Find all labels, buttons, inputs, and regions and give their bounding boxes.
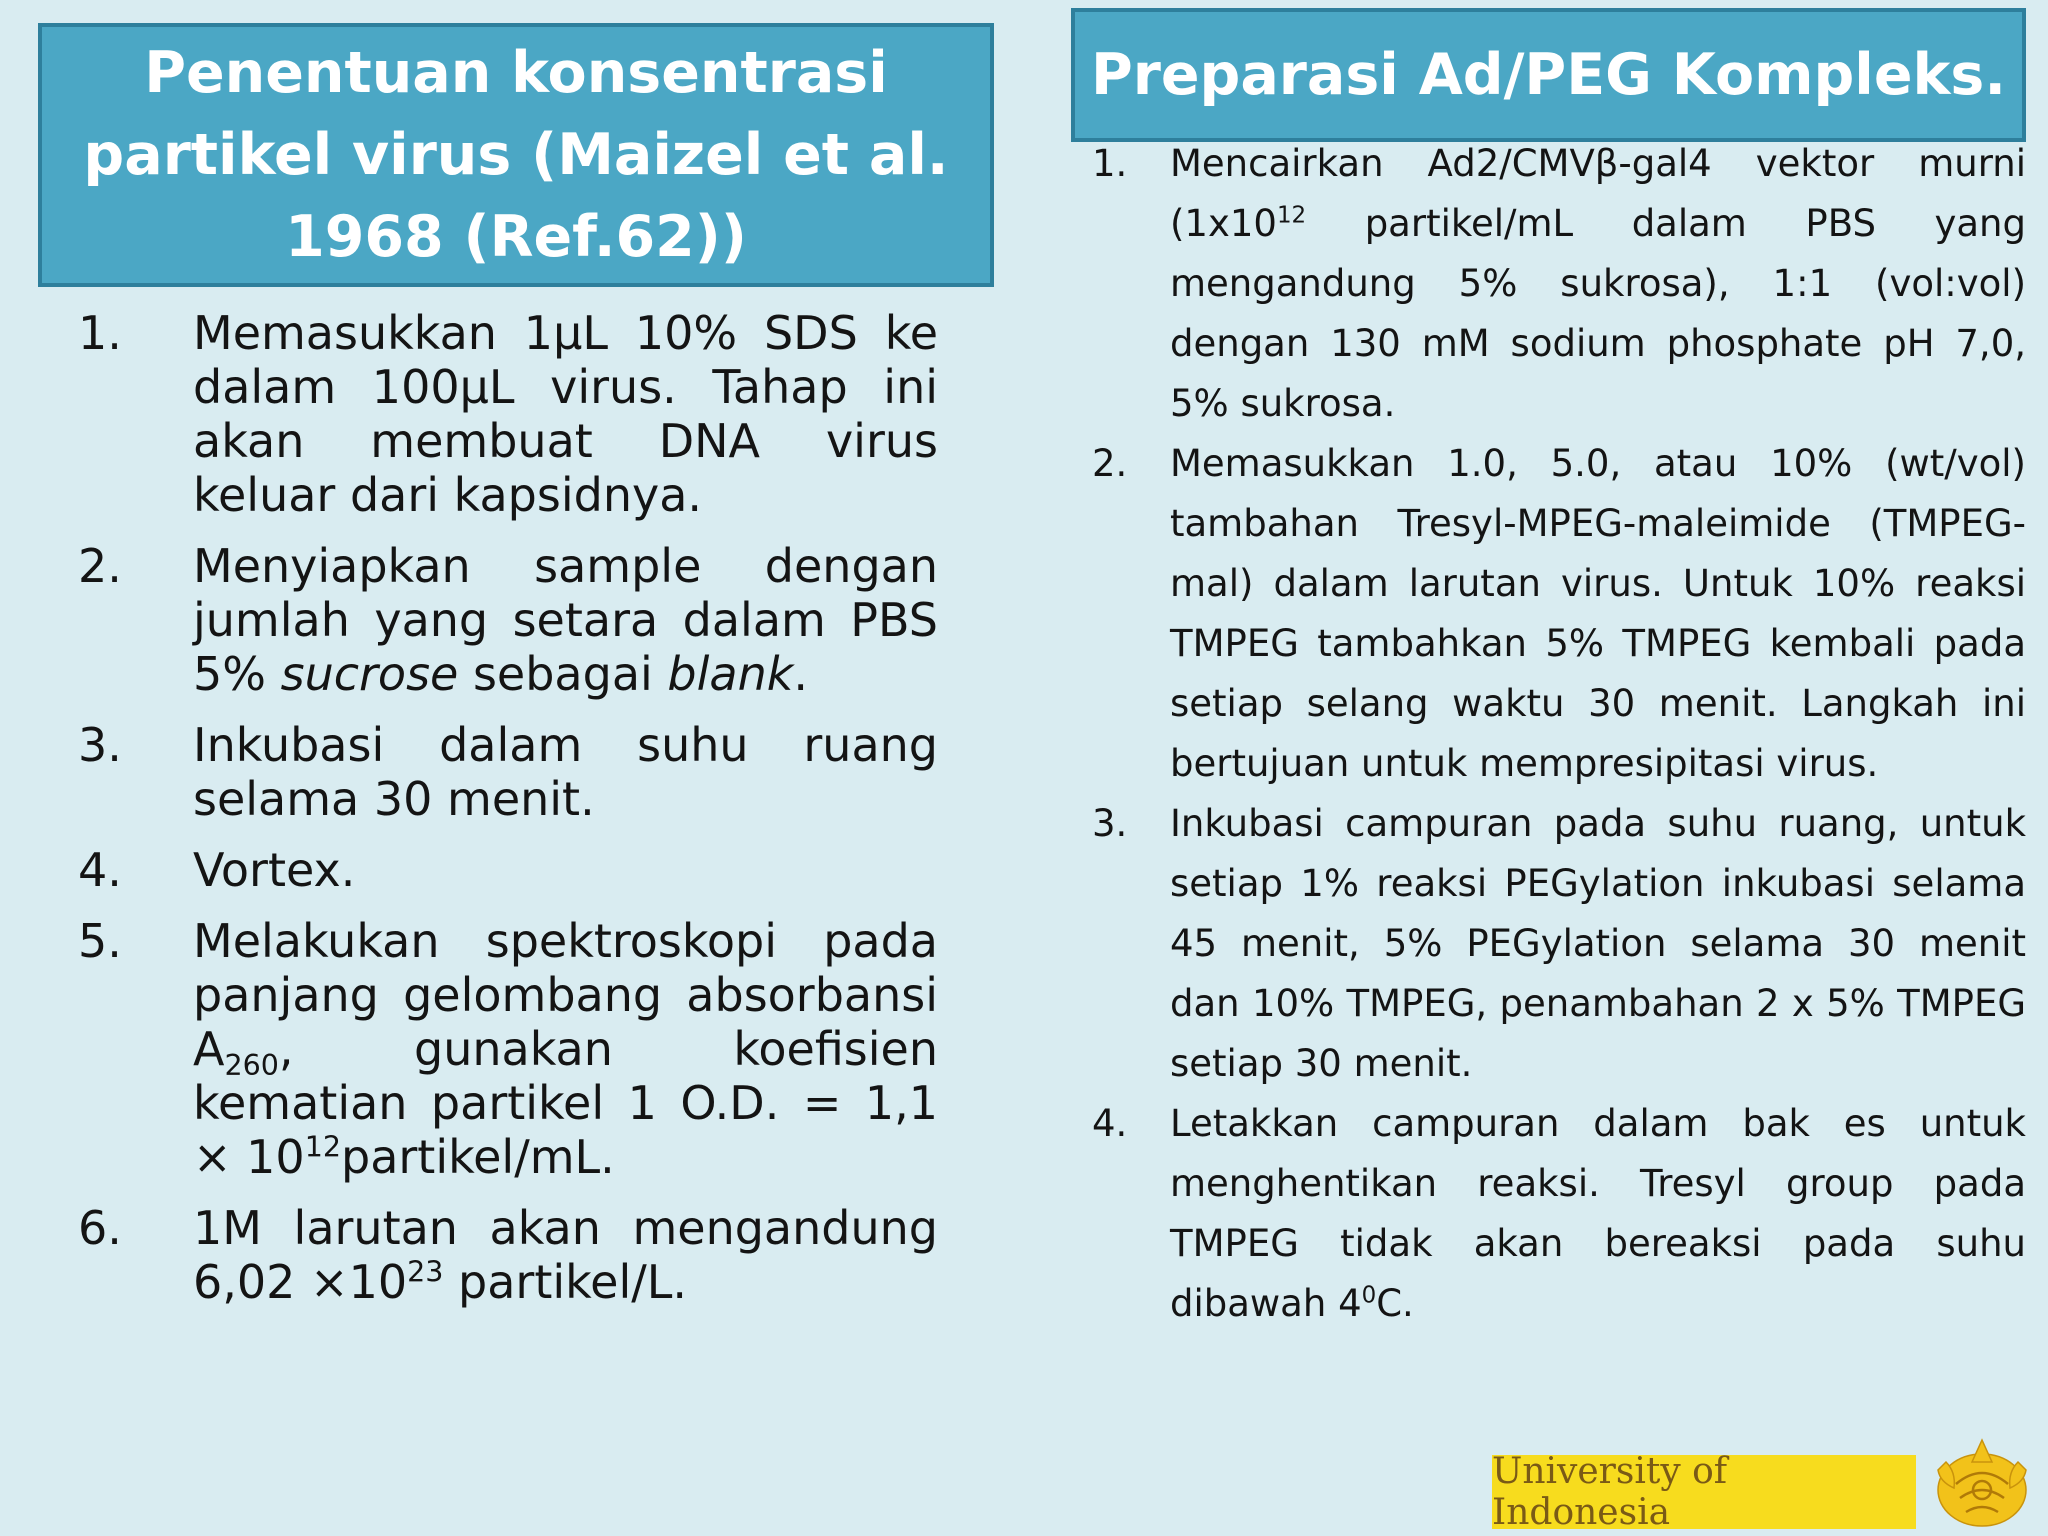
step-text-part: Melakukan spektroskopi pada panjang gelombang absorbansi A: [193, 914, 938, 1076]
right-steps-list: [1092, 134, 2026, 1334]
subscript: 260: [224, 1049, 279, 1083]
list-item: [78, 1201, 938, 1309]
step-number: 2.: [1092, 442, 1128, 485]
step-text: [193, 539, 938, 701]
step-number: 5.: [78, 914, 122, 968]
step-text-part: Menyiapkan sample dengan jumlah yang setara dalam PBS 5%: [193, 539, 938, 701]
step-text: Inkubasi dalam suhu ruang selama 30 menit.: [193, 718, 938, 826]
step-text: Memasukkan 1µL 10% SDS ke dalam 100µL virus. Tahap ini akan membuat DNA virus keluar dari kapsidnya.: [193, 306, 938, 522]
list-item: [1092, 1094, 2026, 1334]
step-text-italic: sucrose: [280, 647, 459, 701]
step-number: 1.: [1092, 142, 1128, 185]
step-number: 4.: [78, 843, 122, 897]
list-item: [78, 718, 938, 826]
university-name: University of Indonesia: [1492, 1451, 1728, 1533]
step-text-part: Letakkan campuran dalam bak es untuk menghentikan reaksi. Tresyl group pada TMPEG tidak akan bereaksi pada suhu dibawah 4: [1170, 1102, 2026, 1325]
step-text-part: partikel/mL.: [341, 1130, 615, 1184]
superscript: 23: [407, 1255, 444, 1289]
step-text-part: partikel/mL dalam PBS yang mengandung 5% sukrosa), 1:1 (vol:vol) dengan 130 mM sodium phosphate pH 7,0, 5% sukrosa.: [1170, 202, 2026, 425]
step-text-part: , gunakan koefisien kematian partikel 1 O.D. = 1,1 × 10: [193, 1022, 938, 1184]
makara-seal-icon: [1926, 1432, 2038, 1532]
list-item: [1092, 434, 2026, 794]
step-text: Vortex.: [193, 843, 356, 897]
left-steps-list: [78, 306, 938, 1326]
step-number: 4.: [1092, 1102, 1128, 1145]
step-text-italic: blank: [667, 647, 794, 701]
list-item: [1092, 134, 2026, 434]
step-number: 2.: [78, 539, 122, 593]
step-number: 3.: [78, 718, 122, 772]
step-number: 1.: [78, 306, 122, 360]
step-text-part: partikel/L.: [443, 1255, 687, 1309]
right-title: Preparasi Ad/PEG Kompleks.: [1091, 42, 2006, 108]
step-number: 6.: [78, 1201, 122, 1255]
left-title: Penentuan konsentrasi partikel virus (Maizel et al. 1968 (Ref.62)): [83, 40, 949, 270]
step-text: Inkubasi campuran pada suhu ruang, untuk setiap 1% reaksi PEGylation inkubasi selama 45 menit, 5% PEGylation selama 30 menit dan 10% TMPEG, penambahan 2 x 5% TMPEG setiap 30 menit.: [1170, 802, 2026, 1085]
superscript: 12: [304, 1130, 341, 1164]
step-text-part: 1M larutan akan mengandung 6,02 ×10: [193, 1201, 938, 1309]
step-text-part: .: [793, 647, 809, 701]
superscript: 0: [1361, 1282, 1377, 1309]
step-text-part: Mencairkan Ad2/CMVβ-gal4 vektor murni (1x10: [1170, 142, 2026, 245]
superscript: 12: [1276, 202, 1307, 229]
list-item: [1092, 794, 2026, 1094]
list-item: [78, 306, 938, 522]
step-text: Memasukkan 1.0, 5.0, atau 10% (wt/vol) tambahan Tresyl-MPEG-maleimide (TMPEG-mal) dalam larutan virus. Untuk 10% reaksi TMPEG tambahkan 5% TMPEG kembali pada setiap selang waktu 30 menit. Langkah ini bertujuan untuk mempresipitasi virus.: [1170, 442, 2026, 785]
step-number: 3.: [1092, 802, 1128, 845]
step-text: [193, 1201, 938, 1309]
left-title-box: [38, 23, 994, 287]
step-text: [193, 914, 938, 1184]
list-item: [78, 914, 938, 1184]
university-banner: [1492, 1451, 1916, 1533]
right-title-box: [1071, 8, 2026, 142]
step-text: [1170, 134, 2026, 434]
list-item: [78, 843, 938, 897]
step-text-part: sebagai: [458, 647, 668, 701]
step-text: [1170, 1094, 2026, 1334]
step-text-part: C.: [1376, 1282, 1414, 1325]
list-item: [78, 539, 938, 701]
